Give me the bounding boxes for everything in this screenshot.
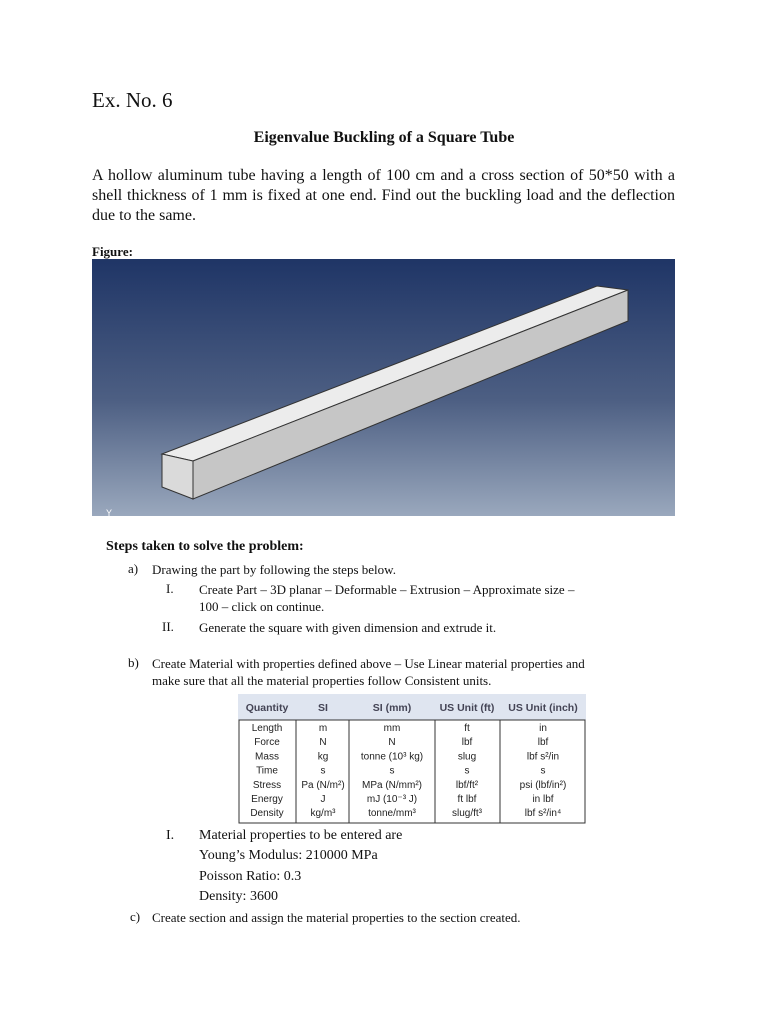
- units-cell-us-inch: in: [539, 723, 547, 734]
- units-cell-si-mm: N: [388, 737, 396, 749]
- step-b-line1: Create Material with properties defined above – Use Linear material properties and: [152, 656, 585, 671]
- units-cell-us-inch: lbf s²/in⁴: [524, 808, 562, 820]
- material-marker: I.: [166, 828, 175, 843]
- units-cell-us-ft: s: [464, 765, 470, 777]
- units-cell-quantity: Time: [256, 765, 278, 777]
- units-cell-si: kg: [317, 751, 329, 763]
- units-cell-us-ft: ft: [464, 723, 470, 734]
- units-header-si: SI: [318, 702, 328, 714]
- consistent-units-table: [238, 694, 586, 824]
- document-title: Eigenvalue Buckling of a Square Tube: [253, 129, 515, 146]
- step-b-line2: make sure that all the material properties follow Consistent units.: [152, 673, 492, 688]
- substep-ii-line1: Generate the square with given dimension and extrude it.: [199, 620, 497, 635]
- units-cell-us-inch: lbf s²/in: [526, 751, 560, 763]
- units-cell-us-ft: lbf: [461, 737, 473, 749]
- step-a-marker: a): [128, 561, 139, 576]
- units-table-body: [250, 723, 566, 819]
- density: Density: 3600: [199, 889, 278, 904]
- units-cell-si: m: [318, 723, 328, 734]
- units-cell-us-inch: lbf: [537, 737, 549, 749]
- units-cell-si-mm: mJ (10⁻³ J): [366, 794, 418, 805]
- units-cell-us-ft: lbf/ft²: [455, 779, 479, 791]
- substep-i-line2: 100 – click on continue.: [199, 599, 325, 614]
- units-header-us-inch: US Unit (inch): [508, 702, 578, 714]
- units-cell-us-inch: s: [540, 765, 546, 777]
- units-cell-si-mm: tonne/mm³: [368, 808, 416, 820]
- units-cell-si: N: [319, 737, 327, 749]
- units-cell-si-mm: MPa (N/mm²): [362, 779, 422, 791]
- poisson-ratio: Poisson Ratio: 0.3: [199, 869, 302, 884]
- figure-label: Figure:: [92, 244, 133, 259]
- substep-i-marker: I.: [166, 581, 174, 596]
- substep-i-line1: Create Part – 3D planar – Deformable – Extrusion – Approximate size –: [199, 582, 575, 597]
- units-cell-quantity: Mass: [255, 751, 279, 763]
- units-header-us-ft: US Unit (ft): [439, 702, 495, 714]
- step-c-marker: c): [130, 909, 141, 924]
- units-cell-us-ft: ft lbf: [457, 794, 477, 805]
- units-cell-si-mm: s: [389, 765, 395, 777]
- units-cell-quantity: Stress: [252, 779, 282, 791]
- units-cell-us-inch: in lbf: [532, 794, 554, 805]
- units-cell-si: J: [320, 794, 326, 805]
- steps-heading: Steps taken to solve the problem:: [106, 539, 304, 554]
- units-cell-si: kg/m³: [310, 808, 336, 820]
- units-cell-si: Pa (N/m²): [301, 779, 345, 791]
- units-cell-quantity: Density: [250, 808, 284, 820]
- units-header-quantity: Quantity: [245, 702, 289, 714]
- exercise-number: Ex. No. 6: [92, 88, 173, 112]
- units-cell-si-mm: mm: [383, 723, 401, 734]
- figure-square-tube-render: [92, 259, 675, 516]
- step-a-text: Drawing the part by following the steps below.: [152, 562, 396, 577]
- units-cell-us-ft: slug: [457, 751, 477, 763]
- axis-triad-y-label: Y: [106, 508, 113, 516]
- step-c-text: Create section and assign the material properties to the section created.: [152, 910, 521, 925]
- youngs-modulus: Young’s Modulus: 210000 MPa: [199, 848, 378, 863]
- units-cell-quantity: Length: [251, 723, 283, 734]
- problem-statement: A hollow aluminum tube having a length of 100 cm and a cross section of 50*50 with a shell thickness of 1 mm is fixed at one end. Find out the buckling load and the deflection due to the same.: [92, 167, 675, 224]
- units-cell-quantity: Force: [254, 737, 280, 749]
- units-cell-si-mm: tonne (10³ kg): [360, 751, 424, 763]
- step-b-marker: b): [128, 655, 139, 670]
- units-header-si-mm: SI (mm): [372, 702, 412, 714]
- substep-ii-marker: II.: [162, 619, 174, 634]
- units-cell-us-inch: psi (lbf/in²): [519, 779, 567, 791]
- units-cell-us-ft: slug/ft³: [451, 808, 483, 820]
- material-heading: Material properties to be entered are: [199, 828, 403, 843]
- units-cell-si: s: [320, 765, 326, 777]
- units-cell-quantity: Energy: [251, 794, 283, 805]
